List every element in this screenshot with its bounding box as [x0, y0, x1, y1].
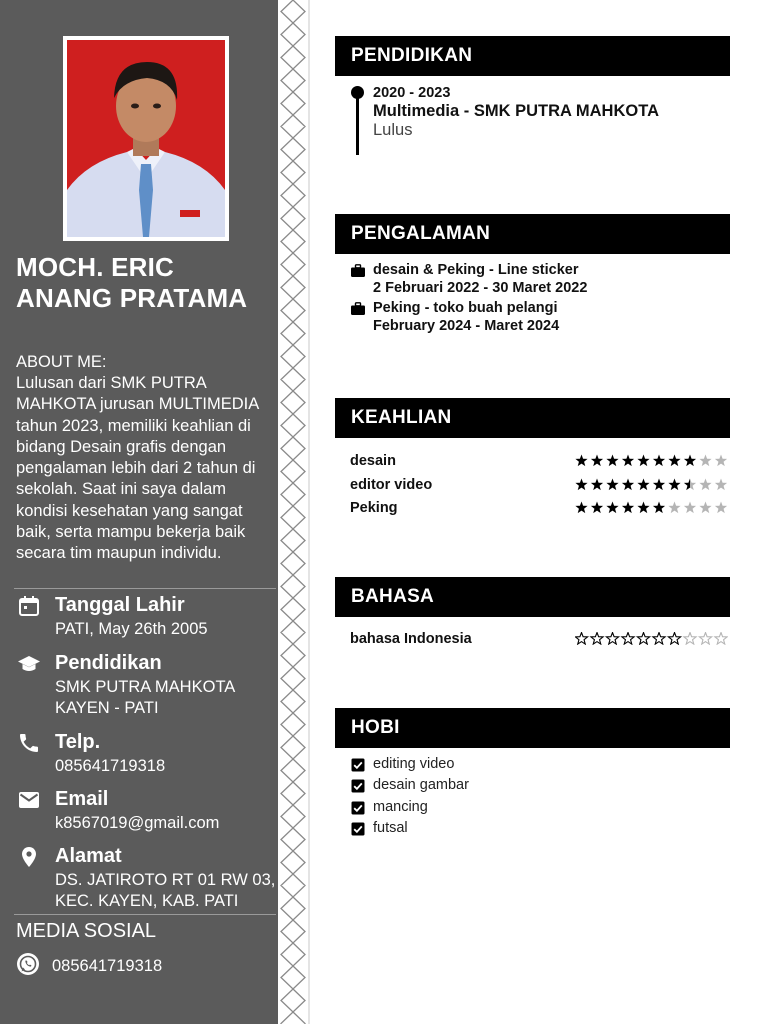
- skill-row: [350, 452, 730, 472]
- rating-star: [606, 455, 618, 467]
- rating-star: [637, 479, 649, 491]
- hobby-label: editing video: [373, 756, 455, 772]
- section-header-languages: BAHASA: [335, 577, 730, 617]
- briefcase-icon: [351, 264, 365, 277]
- phone-icon: [16, 731, 42, 755]
- info-label: Pendidikan: [55, 652, 162, 674]
- skill-rating: [575, 501, 728, 514]
- info-label: Alamat: [55, 845, 122, 867]
- info-label: Telp.: [55, 731, 101, 753]
- rating-star: [715, 455, 727, 467]
- rating-star: [575, 502, 587, 514]
- rating-star: [684, 455, 696, 467]
- rating-star: [606, 502, 618, 514]
- info-label: Tanggal Lahir: [55, 594, 185, 616]
- about-me-text: Lulusan dari SMK PUTRA MAHKOTA jurusan MULTIMEDIA tahun 2023, memiliki keahlian di bidang Desain grafis dengan pengalaman lebih dari 2 tahun di sekolah. Saat ini saya dalam kondisi kesehatan yang sangat baik, serta mampu bekerja baik secara tim maupun individu.: [16, 374, 259, 563]
- rating-star: [699, 479, 711, 491]
- education-program: Multimedia - SMK PUTRA MAHKOTA: [373, 102, 659, 120]
- rating-star: [653, 479, 665, 491]
- rating-star: [637, 633, 649, 645]
- decorative-diamond-strip: [278, 0, 310, 1024]
- graduation-cap-icon: [16, 652, 42, 676]
- rating-star: [668, 479, 680, 491]
- info-value: DS. JATIROTO RT 01 RW 03, KEC. KAYEN, KAB. PATI: [55, 871, 276, 910]
- about-me-title: ABOUT ME:: [16, 353, 107, 371]
- checkbox-checked-icon: [351, 822, 365, 836]
- rating-star: [622, 502, 634, 514]
- checkbox-checked-icon: [351, 801, 365, 815]
- rating-star: [591, 479, 603, 491]
- info-value: PATI, May 26th 2005: [55, 620, 208, 638]
- skill-row: [350, 499, 730, 519]
- rating-star: [622, 479, 634, 491]
- rating-star: [653, 633, 665, 645]
- media-social-title: MEDIA SOSIAL: [16, 920, 157, 942]
- hobby-item: [351, 755, 651, 775]
- education-years: 2020 - 2023: [373, 85, 451, 101]
- info-label: Email: [55, 788, 109, 810]
- rating-star: [715, 633, 727, 645]
- sidebar-divider: [14, 914, 276, 915]
- rating-star: [622, 455, 634, 467]
- sidebar: [0, 0, 278, 1024]
- experience-title: desain & Peking - Line sticker: [373, 262, 579, 278]
- info-value: SMK PUTRA MAHKOTA KAYEN - PATI: [55, 678, 235, 717]
- hobby-item: [351, 776, 651, 796]
- rating-star: [684, 479, 696, 491]
- rating-star: [653, 502, 665, 514]
- rating-star: [637, 455, 649, 467]
- hobby-label: desain gambar: [373, 777, 469, 793]
- rating-star: [653, 455, 665, 467]
- language-row: [350, 630, 730, 650]
- skill-rating: [575, 478, 728, 491]
- rating-star: [637, 502, 649, 514]
- briefcase-icon: [351, 302, 365, 315]
- experience-title: Peking - toko buah pelangi: [373, 300, 558, 316]
- rating-star: [668, 633, 680, 645]
- rating-star: [575, 455, 587, 467]
- skill-rating: [575, 454, 728, 467]
- rating-star: [699, 633, 711, 645]
- rating-star: [622, 633, 634, 645]
- language-rating: [575, 632, 728, 645]
- rating-star: [575, 633, 587, 645]
- skill-name: editor video: [350, 477, 433, 493]
- rating-star: [591, 455, 603, 467]
- hobby-label: mancing: [373, 799, 428, 815]
- hobby-label: futsal: [373, 820, 408, 836]
- timeline-dot: [351, 86, 364, 99]
- experience-date: 2 Februari 2022 - 30 Maret 2022: [373, 280, 588, 296]
- hobby-item: [351, 819, 651, 839]
- rating-star: [575, 479, 587, 491]
- sidebar-divider: [14, 588, 276, 589]
- rating-star: [606, 479, 618, 491]
- whatsapp-number: 085641719318: [52, 957, 163, 975]
- rating-star: [699, 502, 711, 514]
- info-value: 085641719318: [55, 757, 166, 775]
- person-name: MOCH. ERIC ANANG PRATAMA: [16, 252, 248, 313]
- hobby-item: [351, 798, 651, 818]
- language-name: bahasa Indonesia: [350, 631, 472, 647]
- rating-star: [715, 502, 727, 514]
- timeline-line: [356, 92, 359, 155]
- whatsapp-icon: [16, 952, 40, 976]
- skill-name: desain: [350, 453, 396, 469]
- rating-star: [668, 502, 680, 514]
- profile-photo: [67, 40, 225, 237]
- rating-star: [684, 633, 696, 645]
- rating-star: [684, 502, 696, 514]
- rating-star: [591, 502, 603, 514]
- checkbox-checked-icon: [351, 758, 365, 772]
- email-icon: [16, 788, 42, 812]
- rating-star: [715, 479, 727, 491]
- profile-photo-frame: [63, 36, 229, 241]
- skill-row: [350, 476, 730, 496]
- rating-star: [591, 633, 603, 645]
- checkbox-checked-icon: [351, 779, 365, 793]
- skill-name: Peking: [350, 500, 398, 516]
- section-header-skills: KEAHLIAN: [335, 398, 730, 438]
- section-header-education: PENDIDIKAN: [335, 36, 730, 76]
- section-header-experience: PENGALAMAN: [335, 214, 730, 254]
- education-status: Lulus: [373, 121, 413, 139]
- calendar-icon: [16, 594, 42, 618]
- info-value: k8567019@gmail.com: [55, 814, 220, 832]
- rating-star: [606, 633, 618, 645]
- rating-star: [668, 455, 680, 467]
- location-pin-icon: [16, 845, 42, 869]
- rating-star: [699, 455, 711, 467]
- section-header-hobbies: HOBI: [335, 708, 730, 748]
- experience-date: February 2024 - Maret 2024: [373, 318, 560, 334]
